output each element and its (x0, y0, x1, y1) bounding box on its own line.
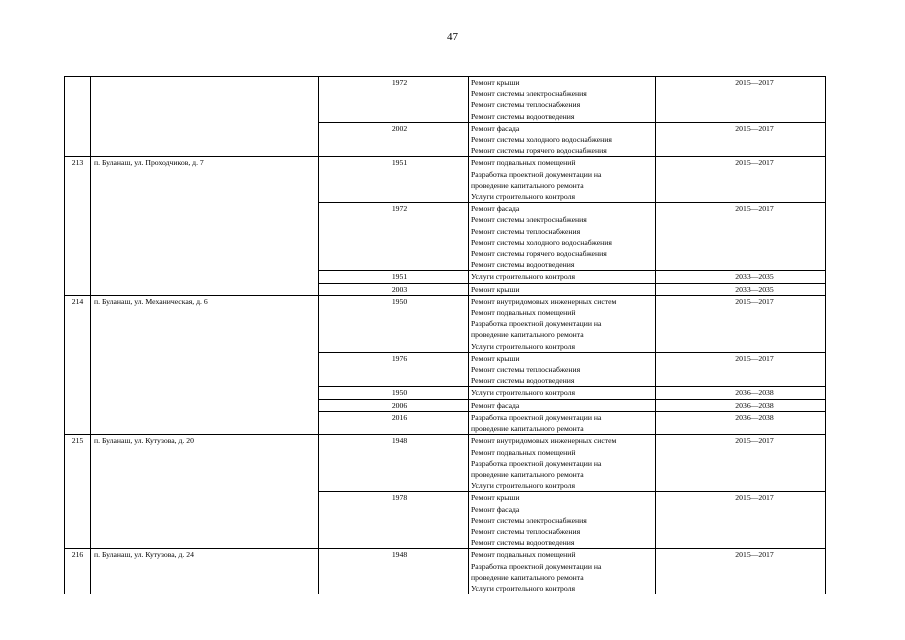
work-item: Ремонт системы теплоснабжения (471, 365, 581, 375)
work-item: Ремонт системы водоотведения (471, 538, 575, 548)
work-item: Услуги строительного контроля (471, 192, 575, 202)
work-item: проведение капитального ремонта (471, 572, 584, 582)
year-cell: 1972 (319, 203, 469, 271)
work-item: проведение капитального ремонта (471, 180, 584, 190)
period-cell: 2036—2038 (656, 411, 826, 434)
work-item: Ремонт подвальных помещений (471, 447, 576, 457)
year-cell: 1950 (319, 387, 469, 399)
work-item: Ремонт системы водоотведения (471, 260, 575, 270)
works-cell (469, 387, 656, 399)
row-number-cell: 214 (65, 295, 91, 434)
work-item: Ремонт системы горячего водоснабжения (471, 146, 607, 156)
year-cell: 1948 (319, 435, 469, 492)
works-cell (469, 549, 656, 594)
year-cell: 1948 (319, 549, 469, 594)
address-cell: п. Буланаш, ул. Кутузова, д. 20 (91, 435, 319, 549)
year-cell: 2002 (319, 122, 469, 157)
address-cell (91, 77, 319, 157)
work-item: Разработка проектной документации на (471, 561, 602, 571)
work-item: Ремонт внутридомовых инженерных систем (471, 296, 617, 306)
work-item: Ремонт системы теплоснабжения (471, 100, 581, 110)
period-cell: 2015—2017 (656, 122, 826, 157)
work-item: Ремонт крыши (471, 78, 520, 87)
work-item: Ремонт фасада (471, 504, 520, 514)
work-item: Ремонт системы электроснабжения (471, 215, 587, 225)
work-item: Ремонт крыши (471, 493, 520, 503)
period-cell: 2015—2017 (656, 352, 826, 387)
row-number-cell (65, 77, 91, 157)
works-cell (469, 435, 656, 492)
work-item: Ремонт подвальных помещений (471, 308, 576, 318)
works-cell (469, 295, 656, 352)
year-cell: 2016 (319, 411, 469, 434)
works-cell (469, 411, 656, 434)
work-item: Ремонт фасада (471, 204, 520, 214)
work-item: Услуги строительного контроля (471, 583, 575, 593)
work-item: Ремонт системы горячего водоснабжения (471, 249, 607, 259)
works-cell (469, 352, 656, 387)
work-item: Ремонт фасада (471, 400, 520, 410)
year-cell: 2006 (319, 399, 469, 411)
work-item: Ремонт внутридомовых инженерных систем (471, 436, 617, 446)
work-item: Ремонт системы водоотведения (471, 111, 575, 121)
period-cell: 2036—2038 (656, 387, 826, 399)
work-item: Разработка проектной документации на (471, 169, 602, 179)
work-item: Ремонт системы водоотведения (471, 376, 575, 386)
year-cell: 1978 (319, 492, 469, 549)
work-item: Ремонт системы электроснабжения (471, 515, 587, 525)
work-item: Ремонт крыши (471, 353, 520, 363)
table-row (65, 295, 826, 352)
work-item: Ремонт подвальных помещений (471, 550, 576, 560)
work-item: проведение капитального ремонта (471, 469, 584, 479)
work-item: Ремонт системы теплоснабжения (471, 526, 581, 536)
period-cell: 2015—2017 (656, 295, 826, 352)
period-cell: 2015—2017 (656, 435, 826, 492)
works-cell (469, 157, 656, 203)
period-cell: 2015—2017 (656, 157, 826, 203)
address-cell: п. Буланаш, ул. Проходчиков, д. 7 (91, 157, 319, 295)
period-cell: 2036—2038 (656, 399, 826, 411)
period-cell: 2033—2035 (656, 283, 826, 295)
works-cell (469, 77, 656, 123)
work-item: Разработка проектной документации на (471, 458, 602, 468)
address-cell: п. Буланаш, ул. Кутузова, д. 24 (91, 549, 319, 594)
work-item: Ремонт фасада (471, 123, 520, 133)
year-cell: 1950 (319, 295, 469, 352)
work-item: Ремонт подвальных помещений (471, 158, 576, 168)
works-cell (469, 271, 656, 283)
work-item: Услуги строительного контроля (471, 341, 575, 351)
period-cell: 2015—2017 (656, 492, 826, 549)
year-cell: 1976 (319, 352, 469, 387)
works-cell (469, 492, 656, 549)
period-cell: 2015—2017 (656, 77, 826, 123)
works-cell (469, 399, 656, 411)
repair-schedule-table (64, 76, 826, 594)
work-item: Услуги строительного контроля (471, 272, 575, 282)
work-item: Ремонт крыши (471, 284, 520, 294)
period-cell: 2015—2017 (656, 203, 826, 271)
address-cell: п. Буланаш, ул. Механическая, д. 6 (91, 295, 319, 434)
year-cell: 2003 (319, 283, 469, 295)
work-item: Разработка проектной документации на (471, 412, 602, 422)
row-number-cell: 213 (65, 157, 91, 295)
work-item: проведение капитального ремонта (471, 424, 584, 434)
year-cell: 1972 (319, 77, 469, 123)
year-cell: 1951 (319, 271, 469, 283)
page-number: 47 (447, 31, 458, 43)
period-cell: 2015—2017 (656, 549, 826, 594)
table-row (65, 77, 826, 123)
work-item: Ремонт системы холодного водоснабжения (471, 135, 612, 145)
works-cell (469, 122, 656, 157)
works-cell (469, 203, 656, 271)
table-row (65, 435, 826, 492)
row-number-cell: 216 (65, 549, 91, 594)
work-item: Разработка проектной документации на (471, 319, 602, 329)
work-item: Ремонт системы теплоснабжения (471, 226, 581, 236)
work-item: Услуги строительного контроля (471, 388, 575, 398)
year-cell: 1951 (319, 157, 469, 203)
work-item: Услуги строительного контроля (471, 481, 575, 491)
row-number-cell: 215 (65, 435, 91, 549)
table-row (65, 549, 826, 594)
work-item: проведение капитального ремонта (471, 330, 584, 340)
work-item: Ремонт системы холодного водоснабжения (471, 237, 612, 247)
table-row (65, 157, 826, 203)
works-cell (469, 283, 656, 295)
work-item: Ремонт системы электроснабжения (471, 89, 587, 99)
period-cell: 2033—2035 (656, 271, 826, 283)
